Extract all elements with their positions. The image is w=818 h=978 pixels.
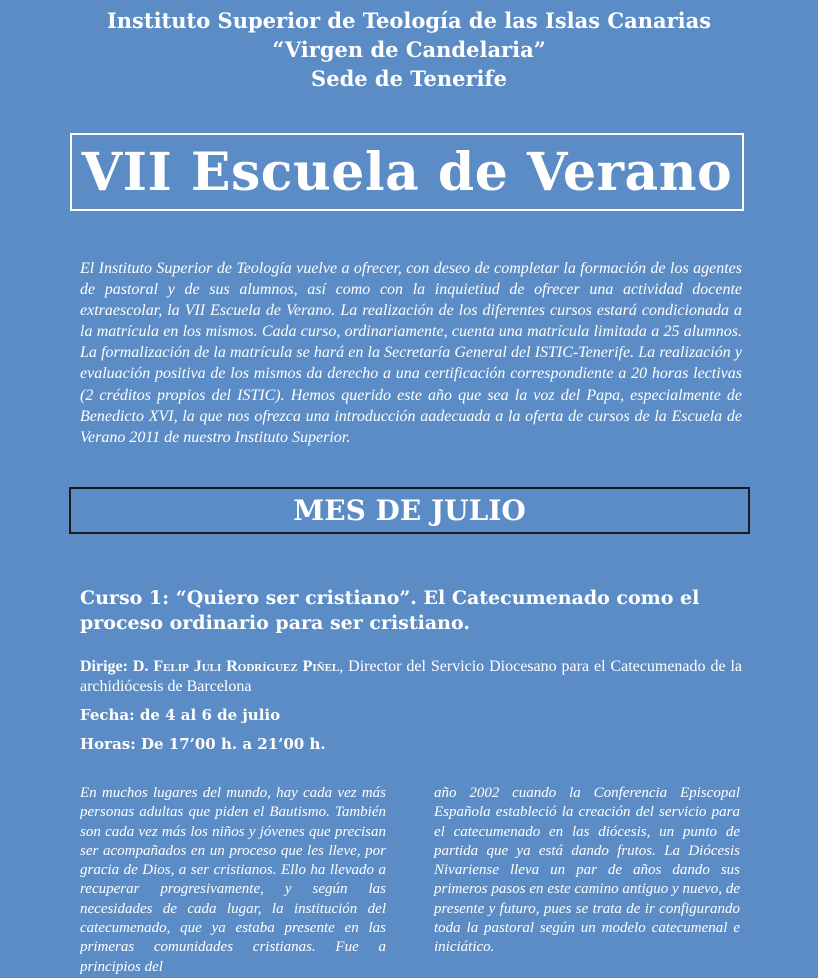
- description-column-right: año 2002 cuando la Conferencia Episcopal Española estableció la creación del servicio para el catecumenado en las diócesis, un punto de partida que ya está dando frutos. La Diócesis Nivariense lleva un par de años dando sus primeros pasos en este camino antiguo y nuevo, de presente y futuro, pues se trata de ir configurando toda la pastoral según un modelo catecumenal e iniciático.: [434, 785, 740, 956]
- header-line-3: Sede de Tenerife: [311, 66, 507, 91]
- director-label: Dirige: D.: [80, 658, 154, 675]
- intro-paragraph: El Instituto Superior de Teología vuelve a ofrecer, con deseo de completar la formación de los agentes de pastoral y de sus alumnos, así como con la inquietiud de ofrecer una actividad docente extraescolar, la VII Escuela de Verano. La realización de los diferentes cursos estará condicionada a la matrícula en los mismos. Cada curso, ordinariamente, cuenta una matrícula limitada a 25 alumnos. La formalización de la matrícula se hará en la Secretaría General del ISTIC-Tenerife. La realización y evaluación positiva de los mismos da derecho a una certificación correspondiente a 20 horas lectivas (2 créditos propios del ISTIC). Hemos querido este año que sea la voz del Papa, especialmente de Benedicto XVI, la que nos ofrezca una introducción aadecuada a la oferta de cursos de la Escuela de Verano 2011 de nuestro Instituto Superior.: [80, 260, 742, 446]
- course-director: [80, 657, 742, 697]
- description-column-left: En muchos lugares del mundo, hay cada vez más personas adultas que piden el Bautismo. También son cada vez más los niños y jóvenes que precisan ser acompañados en un proceso que les lleve, por gracia de Dios, a ser cristianos. Ello ha llevado a recuperar progresivamente, y según las necesidades de cada lugar, la institución del catecumenado, que ya estaba presente en las primeras comunidades cristianas. Fue a principios del: [80, 785, 386, 975]
- month-heading-box: [69, 487, 750, 534]
- title-box: [70, 133, 744, 211]
- header-line-1: Instituto Superior de Teología de las Islas Canarias: [106, 8, 712, 33]
- course-hours: Horas: De 17’00 h. a 21’00 h.: [80, 735, 326, 753]
- page-title: VII Escuela de Verano: [81, 141, 733, 203]
- course-title: Curso 1: “Quiero ser cristiano”. El Catecumenado como el proceso ordinario para ser cristiano.: [80, 587, 700, 634]
- header-line-2: “Virgen de Candelaria”: [272, 37, 546, 62]
- institution-header: [0, 6, 818, 93]
- month-heading: MES DE JULIO: [293, 494, 526, 527]
- course-date: Fecha: de 4 al 6 de julio: [80, 706, 281, 724]
- director-role: , Director del Servicio Diocesano para el Catecumenado de la archidiócesis de Barcelona: [80, 658, 743, 695]
- director-name: Felip Juli Rodríguez Piñel: [153, 658, 340, 675]
